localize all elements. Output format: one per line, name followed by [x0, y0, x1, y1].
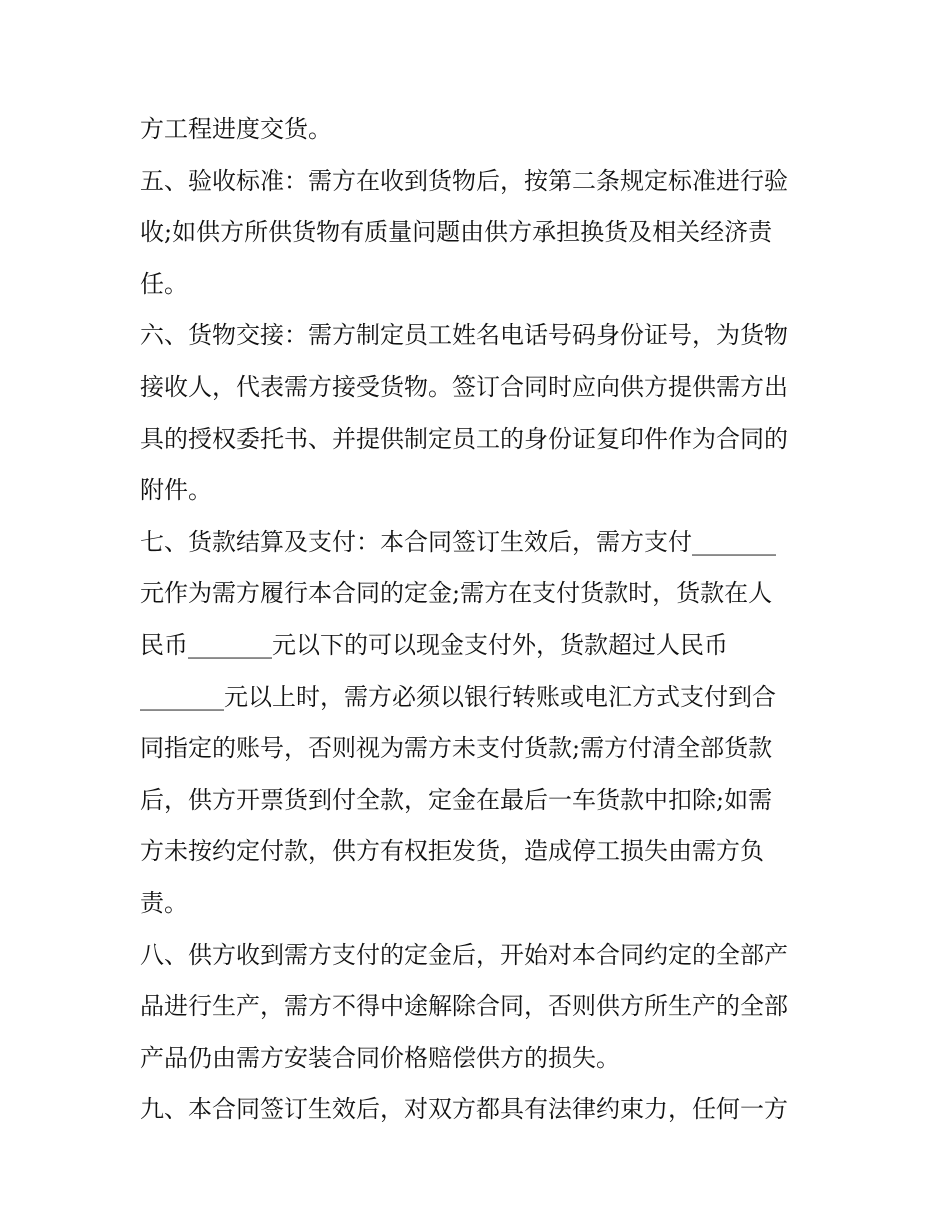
text-line: 六、货物交接：需方制定员工姓名电话号码身份证号，为货物 [140, 321, 788, 350]
text-line: 元作为需方履行本合同的定金;需方在支付货款时，货款在人 [140, 579, 773, 608]
text-line: 九、本合同签订生效后，对双方都具有法律约束力，任何一方 [140, 1095, 788, 1124]
text-line: 接收人，代表需方接受货物。签订合同时应向供方提供需方出 [140, 372, 788, 401]
text-line: 产品仍由需方安装合同价格赔偿供方的损失。 [140, 1043, 620, 1072]
text-line: 同指定的账号，否则视为需方未支付货款;需方付清全部货款 [140, 734, 773, 763]
text-line: 收;如供方所供货物有质量问题由供方承担换货及相关经济责 [140, 218, 773, 247]
text-line: 品进行生产，需方不得中途解除合同，否则供方所生产的全部 [140, 992, 788, 1021]
text-line: _______元以上时，需方必须以银行转账或电汇方式支付到合 [140, 682, 776, 711]
text-line: 七、货款结算及支付：本合同签订生效后，需方支付_______ [140, 527, 776, 556]
text-line: 任。 [140, 269, 188, 298]
text-line: 具的授权委托书、并提供制定员工的身份证复印件作为合同的 [140, 424, 788, 453]
text-line: 八、供方收到需方支付的定金后，开始对本合同约定的全部产 [140, 940, 788, 969]
text-line: 附件。 [140, 476, 212, 505]
text-line: 五、验收标准：需方在收到货物后，按第二条规定标准进行验 [140, 166, 788, 195]
text-line: 后，供方开票货到付全款，定金在最后一车货款中扣除;如需 [140, 785, 773, 814]
text-line: 方未按约定付款，供方有权拒发货，造成停工损失由需方负 [140, 837, 764, 866]
text-line: 责。 [140, 888, 188, 917]
text-line: 方工程进度交货。 [140, 115, 332, 143]
document-body [140, 104, 840, 1136]
text-line: 民币_______元以下的可以现金支付外，货款超过人民币 [140, 630, 728, 659]
